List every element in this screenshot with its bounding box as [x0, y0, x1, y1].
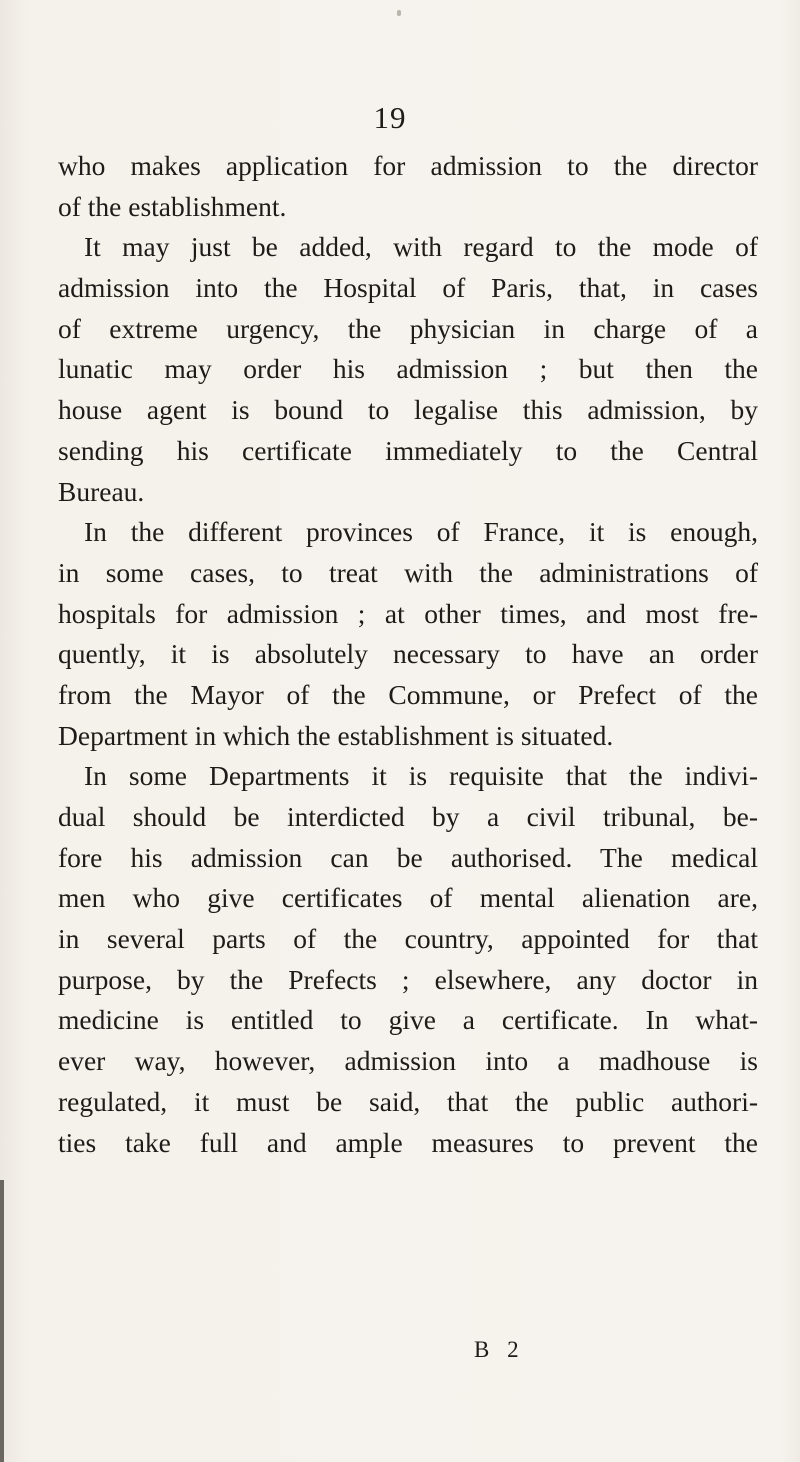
- text-line: dual should be interdicted by a civil tribunal, be-: [58, 801, 758, 832]
- text-line: of extreme urgency, the physician in charge of a: [58, 312, 758, 344]
- text-line: purpose, by the Prefects ; elsewhere, any doctor in: [58, 963, 758, 995]
- text-line: ties take full and ample measures to prevent the: [58, 1126, 758, 1158]
- text-line: hospitals for admission ; at other times, and most fre-: [58, 597, 758, 629]
- text-line: in several parts of the country, appointed for that: [58, 923, 758, 955]
- printer-signature: B 2: [474, 1337, 525, 1362]
- text-line: of the establishment.: [58, 190, 287, 222]
- text-line: men who give certificates of mental alienation are,: [58, 882, 758, 914]
- text-line: from the Mayor of the Commune, or Prefect of the: [58, 678, 758, 710]
- text-line: medicine is entitled to give a certificate. In what-: [58, 1004, 758, 1036]
- binding-edge-shadow: [0, 1180, 4, 1462]
- text-line: lunatic may order his admission ; but then the: [58, 353, 758, 385]
- text-line: In the different provinces of France, it is enough,: [84, 516, 758, 548]
- text-line: who makes application for admission to the director: [58, 150, 758, 181]
- text-line: house agent is bound to legalise this admission, by: [58, 394, 758, 426]
- text-line: quently, it is absolutely necessary to have an order: [58, 638, 758, 670]
- text-line: Bureau.: [58, 475, 145, 507]
- text-line: admission into the Hospital of Paris, that, in cases: [58, 272, 758, 304]
- page-number: 19: [373, 100, 407, 135]
- text-line: ever way, however, admission into a madhouse is: [58, 1045, 758, 1077]
- text-line: It may just be added, with regard to the mode of: [84, 231, 758, 263]
- text-line: In some Departments it is requisite that the indivi-: [84, 760, 758, 792]
- body-text: [58, 146, 758, 1163]
- text-line: sending his certificate immediately to the Central: [58, 434, 758, 466]
- text-line: Department in which the establishment is situated.: [58, 719, 614, 751]
- text-line: fore his admission can be authorised. The medical: [58, 841, 758, 873]
- paper-speck: [397, 10, 401, 16]
- text-line: in some cases, to treat with the administrations of: [58, 556, 758, 588]
- text-line: regulated, it must be said, that the public authori-: [58, 1085, 758, 1117]
